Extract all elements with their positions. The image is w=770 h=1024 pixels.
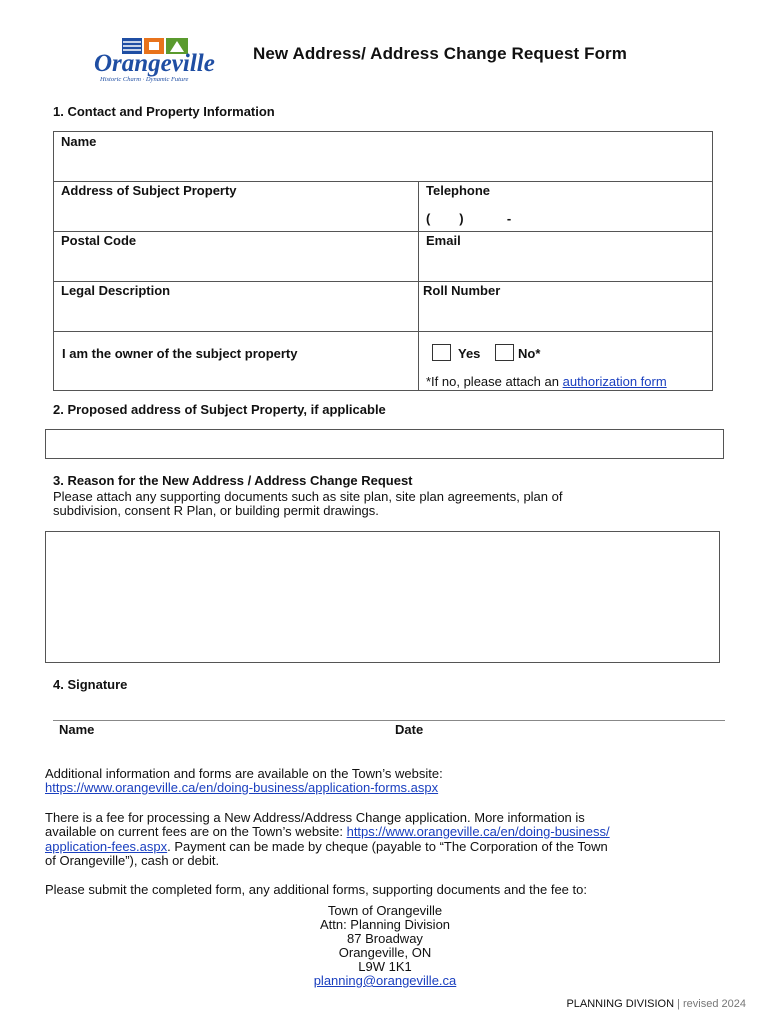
- address-line-5: L9W 1K1: [358, 959, 412, 974]
- section3-instructions-1: Please attach any supporting documents such as site plan, site plan agreements, plan of: [53, 489, 563, 504]
- fee-text-2-label: available on current fees are on the Town’s website:: [45, 824, 347, 839]
- legal-description-field[interactable]: Legal Description: [61, 283, 171, 298]
- footer-revised: revised 2024: [683, 998, 746, 1010]
- section4-heading: 4. Signature: [53, 677, 128, 692]
- footer-division: PLANNING DIVISION: [566, 998, 675, 1010]
- address-line-1: Town of Orangeville: [327, 903, 443, 918]
- yes-label: Yes: [458, 346, 481, 361]
- signature-date-label: Date: [395, 722, 424, 737]
- orangeville-logo: [92, 36, 224, 86]
- address-line-4: Orangeville, ON: [338, 945, 432, 960]
- authorization-note: [426, 374, 667, 389]
- name-field[interactable]: Name: [61, 134, 97, 149]
- planning-email-link[interactable]: planning@orangeville.ca: [313, 973, 457, 988]
- authorization-form-link[interactable]: authorization form: [562, 374, 667, 389]
- email-link-row: [0, 974, 770, 989]
- no-label: No*: [518, 346, 541, 361]
- section3-heading: 3. Reason for the New Address / Address Change Request: [53, 473, 413, 488]
- fee-text-1: There is a fee for processing a New Address/Address Change application. More information is: [45, 810, 585, 825]
- reason-textarea[interactable]: [45, 531, 720, 663]
- section1-heading: 1. Contact and Property Information: [53, 104, 275, 119]
- contact-table: [53, 131, 713, 391]
- section2-heading: 2. Proposed address of Subject Property, if applicable: [53, 402, 386, 417]
- address-line-3: 87 Broadway: [347, 931, 423, 946]
- fee-text-3: [45, 839, 608, 854]
- telephone-format: ( ) -: [426, 211, 512, 226]
- logo-tagline: Historic Charm · Dynamic Future: [100, 76, 189, 83]
- info-text: Additional information and forms are available on the Town’s website:: [45, 766, 443, 781]
- signature-line[interactable]: [53, 720, 725, 721]
- address-line-2: Attn: Planning Division: [319, 917, 451, 932]
- yes-checkbox[interactable]: [432, 344, 451, 361]
- logo-wordmark: Orangeville: [94, 50, 215, 77]
- fees-link-part2[interactable]: application-fees.aspx: [45, 839, 168, 854]
- signature-name-label: Name: [59, 722, 95, 737]
- submit-instructions: Please submit the completed form, any additional forms, supporting documents and the fee to:: [45, 882, 587, 897]
- fee-text-2: [45, 824, 610, 839]
- application-forms-link[interactable]: https://www.orangeville.ca/en/doing-business/application-forms.aspx: [45, 780, 439, 795]
- page-title: New Address/ Address Change Request Form: [253, 44, 627, 63]
- section3-instructions-2: subdivision, consent R Plan, or building permit drawings.: [53, 503, 379, 518]
- fees-link-part1[interactable]: https://www.orangeville.ca/en/doing-business/: [346, 824, 610, 839]
- telephone-field[interactable]: Telephone: [426, 183, 491, 198]
- fee-text-4: of Orangeville”), cash or debit.: [45, 853, 220, 868]
- no-checkbox[interactable]: [495, 344, 514, 361]
- footer: [566, 998, 746, 1010]
- proposed-address-input[interactable]: [45, 429, 724, 459]
- postal-code-field[interactable]: Postal Code: [61, 233, 137, 248]
- fee-text-3-label: . Payment can be made by cheque (payable to “The Corporation of the Town: [167, 839, 608, 854]
- note-text: *If no, please attach an: [426, 374, 563, 389]
- roll-number-field[interactable]: Roll Number: [423, 283, 501, 298]
- owner-label: I am the owner of the subject property: [62, 346, 298, 361]
- address-field[interactable]: Address of Subject Property: [61, 183, 237, 198]
- footer-separator: |: [674, 998, 683, 1010]
- email-field[interactable]: Email: [426, 233, 461, 248]
